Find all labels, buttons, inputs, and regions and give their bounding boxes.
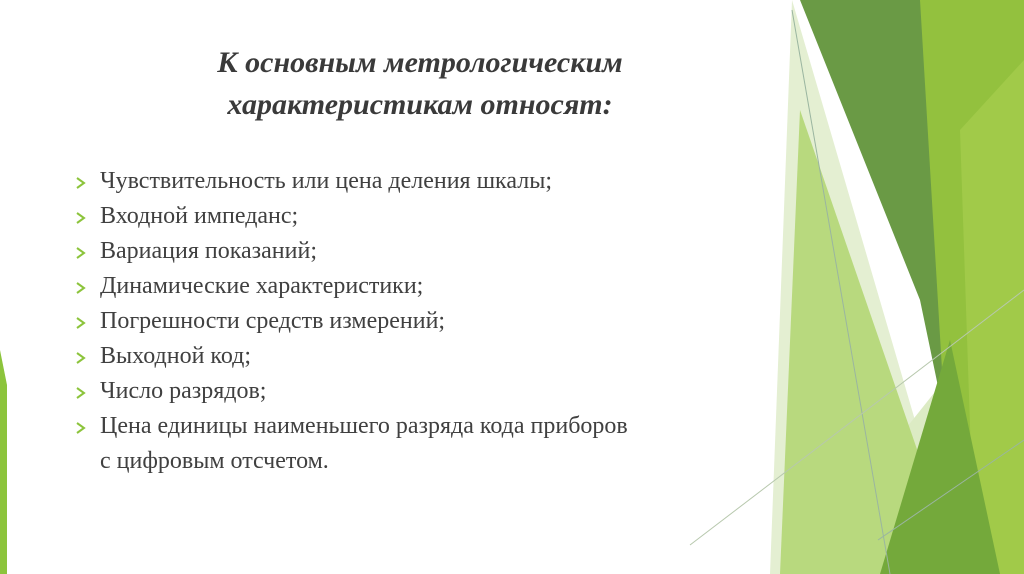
bullet-list — [74, 164, 794, 479]
bullet-text: Выходной код; — [100, 343, 252, 369]
bullet-text: Число разрядов; — [100, 378, 267, 404]
bullet-text-line-1: Цена единицы наименьшего разряда кода приборов — [100, 413, 628, 439]
arrow-right-icon — [74, 176, 88, 190]
arrow-right-icon — [74, 211, 88, 225]
slide-title — [150, 42, 690, 126]
bullet-item — [74, 234, 794, 269]
bullet-item — [74, 164, 794, 199]
arrow-right-icon — [74, 246, 88, 260]
bullet-text: Вариация показаний; — [100, 238, 318, 264]
title-line-1: К основным метрологическим — [217, 46, 623, 79]
bullet-item — [74, 269, 794, 304]
bullet-text: Погрешности средств измерений; — [100, 308, 446, 334]
bullet-text: Входной импеданс; — [100, 203, 299, 229]
arrow-right-icon — [74, 386, 88, 400]
left-accent-shape — [0, 350, 7, 574]
bullet-item — [74, 374, 794, 409]
title-line-2: характеристикам относят: — [227, 88, 613, 121]
bullet-item — [74, 339, 794, 374]
arrow-right-icon — [74, 281, 88, 295]
bullet-item — [74, 199, 794, 234]
bullet-text: Динамические характеристики; — [100, 273, 424, 299]
bullet-item — [74, 304, 794, 339]
arrow-right-icon — [74, 351, 88, 365]
bullet-text: Чувствительность или цена деления шкалы; — [100, 168, 552, 194]
arrow-right-icon — [74, 316, 88, 330]
bullet-text-line-2: с цифровым отсчетом. — [100, 448, 329, 474]
arrow-right-icon — [74, 421, 88, 435]
bullet-item — [74, 409, 794, 479]
